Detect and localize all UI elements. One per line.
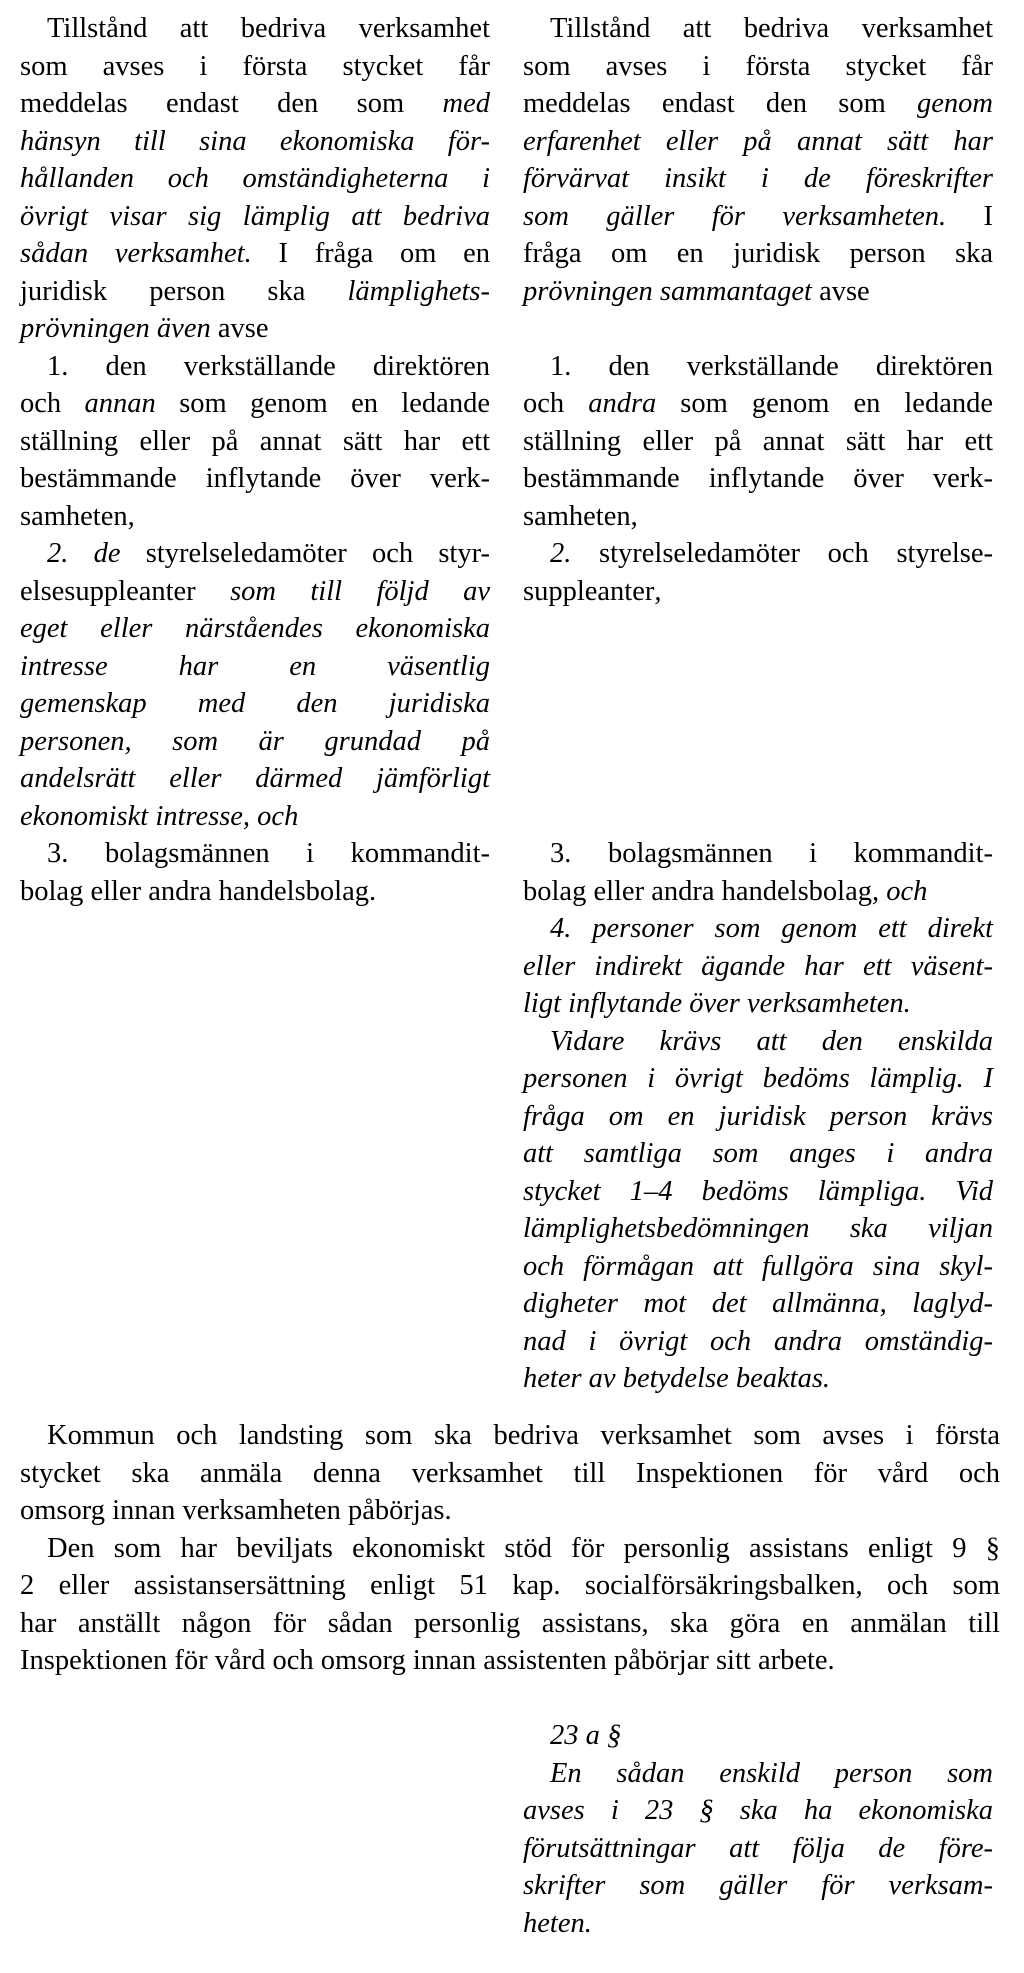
text-line: Inspektionen för vård och omsorg innan assistenten påbörjar sitt arbete. <box>20 1645 835 1676</box>
text-line: och förmågan att fullgöra sina skyl- <box>523 1250 993 1282</box>
blank-line <box>523 685 993 723</box>
text-line: avses i 23 § ska ha ekonomiska <box>523 1795 993 1826</box>
text-line: övrigt visar sig lämplig att bedriva <box>20 200 490 232</box>
text-line: bestämmande inflytande över verk- <box>523 463 993 494</box>
text-line: som avses i första stycket får <box>523 50 993 82</box>
text-line: stycket ska anmäla denna verksamhet till Inspektionen för vård och <box>20 1457 1000 1489</box>
text-line: 4. personer som genom ett direkt <box>550 913 993 944</box>
text-line: 3. bolagsmännen i kommandit- <box>550 838 993 869</box>
text-line: att samtliga som anges i andra <box>523 1138 993 1169</box>
text-line: andelsrätt eller därmed jämförligt <box>20 763 490 794</box>
section-23a <box>523 1717 993 1942</box>
text-line: Vidare krävs att den enskilda <box>550 1025 993 1057</box>
text-line: digheter mot det allmänna, laglyd- <box>523 1288 993 1319</box>
text-line: meddelas endast den som med <box>20 88 490 119</box>
text-line: 23 a § <box>550 1720 622 1751</box>
text-line: fråga om en juridisk person ska <box>523 238 993 269</box>
text-line: 2. styrelseledamöter och styrelse- <box>550 538 993 569</box>
text-line: Kommun och landsting som ska bedriva verksamhet som avses i första <box>47 1420 1000 1451</box>
text-line: eget eller närståendes ekonomiska <box>20 613 490 644</box>
text-line: som gäller för verksamheten. I <box>523 200 993 232</box>
text-line: samheten, <box>20 500 135 532</box>
text-line: som avses i första stycket får <box>20 50 490 82</box>
text-line: hänsyn till sina ekonomiska för- <box>20 125 490 157</box>
text-line: skrifter som gäller för verksam- <box>523 1870 993 1901</box>
text-line: prövningen sammantaget avse <box>523 275 870 307</box>
text-line: elsesuppleanter som till följd av <box>20 575 490 607</box>
text-line: gemenskap med den juridiska <box>20 688 490 719</box>
text-line: intresse har en väsentlig <box>20 650 490 682</box>
text-line: förvärvat insikt i de föreskrifter <box>523 163 993 194</box>
text-line: juridisk person ska lämplighets- <box>20 275 490 307</box>
text-line: 2. de styrelseledamöter och styr- <box>47 538 490 569</box>
text-line: 2 eller assistansersättning enligt 51 kap. socialförsäkringsbalken, och som <box>20 1570 1000 1601</box>
text-line: erfarenhet eller på annat sätt har <box>523 125 993 157</box>
text-line: heten. <box>523 1907 592 1939</box>
text-line: En sådan enskild person som <box>550 1757 993 1789</box>
blank-line <box>523 610 993 648</box>
text-line: 1. den verkställande direktören <box>550 350 993 382</box>
left-column-current-law <box>20 10 490 910</box>
blank-line <box>523 798 993 836</box>
text-line: ekonomiskt intresse, och <box>20 800 299 832</box>
text-line: sådan verksamhet. I fråga om en <box>20 238 490 269</box>
text-line: heter av betydelse beaktas. <box>523 1363 831 1394</box>
text-line: ligt inflytande över verksamheten. <box>523 988 911 1019</box>
text-line: Tillstånd att bedriva verksamhet <box>550 13 993 44</box>
text-line: suppleanter, <box>523 575 662 607</box>
text-line: fråga om en juridisk person krävs <box>523 1100 993 1132</box>
blank-line <box>523 760 993 798</box>
text-line: 3. bolagsmännen i kommandit- <box>47 838 490 869</box>
text-line: hållanden och omständigheterna i <box>20 163 490 194</box>
text-line: eller indirekt ägande har ett väsent- <box>523 950 993 982</box>
text-line: stycket 1–4 bedöms lämpliga. Vid <box>523 1175 993 1207</box>
text-line: bestämmande inflytande över verk- <box>20 463 490 494</box>
text-line: personen, som är grundad på <box>20 725 490 757</box>
text-line: ställning eller på annat sätt har ett <box>523 425 993 457</box>
text-line: bolag eller andra handelsbolag. <box>20 875 377 907</box>
text-line: meddelas endast den som genom <box>523 88 993 119</box>
text-line: nad i övrigt och andra omständig- <box>523 1325 993 1357</box>
text-line: förutsättningar att följa de före- <box>523 1832 993 1864</box>
blank-line <box>523 723 993 761</box>
text-line: prövningen även avse <box>20 313 269 344</box>
text-line: ställning eller på annat sätt har ett <box>20 425 490 457</box>
text-line: personen i övrigt bedöms lämplig. I <box>523 1063 993 1094</box>
text-line: och annan som genom en ledande <box>20 388 490 419</box>
text-line: lämplighetsbedömningen ska viljan <box>523 1213 993 1244</box>
text-line: och andra som genom en ledande <box>523 388 993 419</box>
text-line: 1. den verkställande direktören <box>47 350 490 382</box>
text-line: samheten, <box>523 500 638 532</box>
right-column-proposed-law <box>523 10 993 1398</box>
text-line: Den som har beviljats ekonomiskt stöd för personlig assistans enligt 9 § <box>47 1532 1000 1564</box>
blank-line <box>523 310 993 348</box>
text-line: Tillstånd att bedriva verksamhet <box>47 13 490 44</box>
text-line: har anställt någon för sådan personlig assistans, ska göra en anmälan till <box>20 1607 1000 1639</box>
text-line: bolag eller andra handelsbolag, och <box>523 875 928 907</box>
full-width-paragraphs <box>20 1417 1000 1680</box>
text-line: omsorg innan verksamheten påbörjas. <box>20 1495 452 1526</box>
blank-line <box>523 648 993 686</box>
